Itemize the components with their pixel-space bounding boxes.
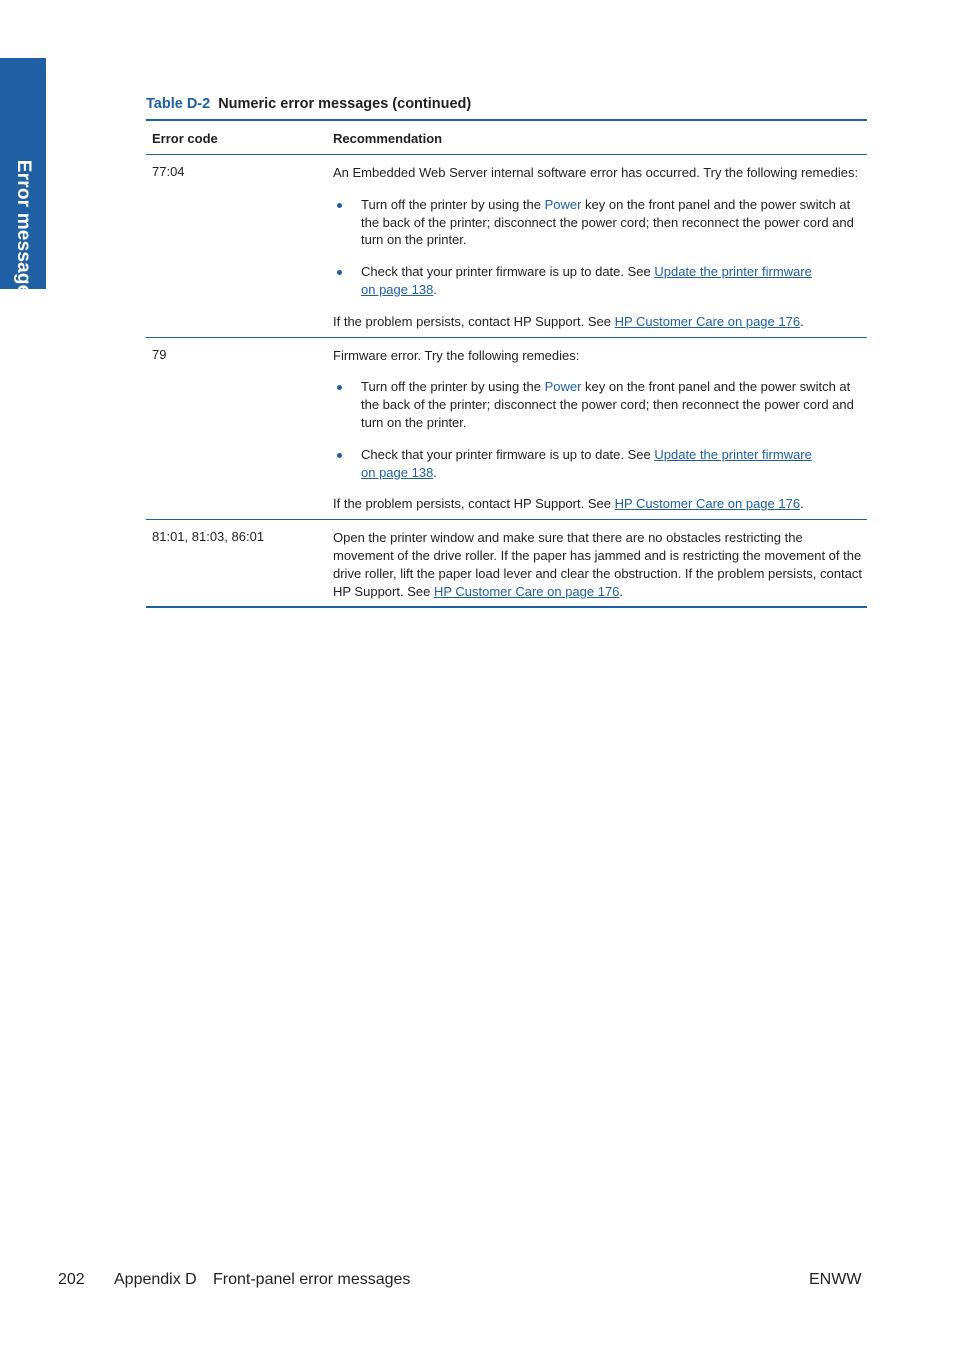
recommendation-intro: An Embedded Web Server internal software error has occurred. Try the following remedies: [333,165,859,180]
hp-customer-care-link[interactable]: HP Customer Care on page 176 [614,313,801,329]
bullet-text: key on the front panel and the power switch at the back of the printer; disconnect the power cord; then reconnect the power cord and turn on the printer. [361,196,854,248]
footer-locale: ENWW [809,1271,862,1288]
recommendation-intro: Firmware error. Try the following remedies: [333,347,580,363]
table-number: Table D-2 [146,96,211,112]
firmware-update-link[interactable]: Update the printer firmware [654,446,812,462]
recommendation-outro [333,495,863,513]
recommendation-cell [333,155,863,337]
bullet-icon [337,453,342,458]
list-item [333,446,863,482]
side-tab-label: Error messages [13,159,34,307]
table-caption [146,96,471,112]
outro-text: . [800,313,804,329]
table-header [146,121,867,154]
recommendation-cell [333,338,863,520]
error-code-cell: 81:01, 81:03, 86:01 [152,529,265,545]
page-number: 202 [58,1271,85,1288]
recommendation-body: Open the printer window and make sure that there are no obstacles restricting the movement of the drive roller. If the paper has jammed and is restricting the movement of the drive roller, lift the paper load lever and clear the obstruction. If the problem persists, contact HP Support. See [333,530,862,599]
table-row [146,155,867,337]
bullet-text: Check that your printer firmware is up to date. See [361,446,655,462]
firmware-update-link-page[interactable]: on page 138 [361,464,434,480]
power-key-label: Power [544,196,582,212]
footer-appendix: Appendix D [114,1271,197,1288]
header-recommendation: Recommendation [333,131,443,146]
recommendation-body: . [619,583,624,599]
footer-chapter-title: Front-panel error messages [213,1271,411,1288]
table-row [146,338,867,520]
table-title: Numeric error messages (continued) [218,96,472,112]
firmware-update-link[interactable]: Update the printer firmware [654,264,812,280]
bullet-text: Turn off the printer by using the [361,196,545,212]
table-bottom-rule [146,606,867,608]
outro-text: . [800,496,804,512]
bullet-text: . [433,464,437,480]
list-item [333,196,863,249]
list-item [333,263,863,299]
power-key-label: Power [544,379,582,395]
bullet-text: . [433,281,437,297]
bullet-icon [337,385,342,390]
recommendation-cell [333,520,863,606]
bullet-text: Turn off the printer by using the [361,379,545,395]
outro-text: If the problem persists, contact HP Support. See [333,496,615,512]
bullet-icon [337,270,342,275]
hp-customer-care-link[interactable]: HP Customer Care on page 176 [433,583,620,599]
outro-text: If the problem persists, contact HP Support. See [333,313,615,329]
error-code-cell: 77:04 [152,164,185,179]
hp-customer-care-link[interactable]: HP Customer Care on page 176 [614,496,801,512]
bullet-text: key on the front panel and the power switch at the back of the printer; disconnect the power cord; then reconnect the power cord and turn on the printer. [361,379,854,430]
side-section-tab [0,58,46,307]
recommendation-text [333,529,863,600]
recommendation-outro [333,313,863,331]
firmware-update-link-page[interactable]: on page 138 [361,281,434,297]
error-code-cell: 79 [152,346,167,362]
list-item [333,378,863,431]
table-row [146,520,867,606]
error-table [146,119,867,608]
bullet-text: Check that your printer firmware is up to date. See [361,264,655,280]
header-error-code: Error code [152,131,218,146]
bullet-icon [337,203,342,208]
